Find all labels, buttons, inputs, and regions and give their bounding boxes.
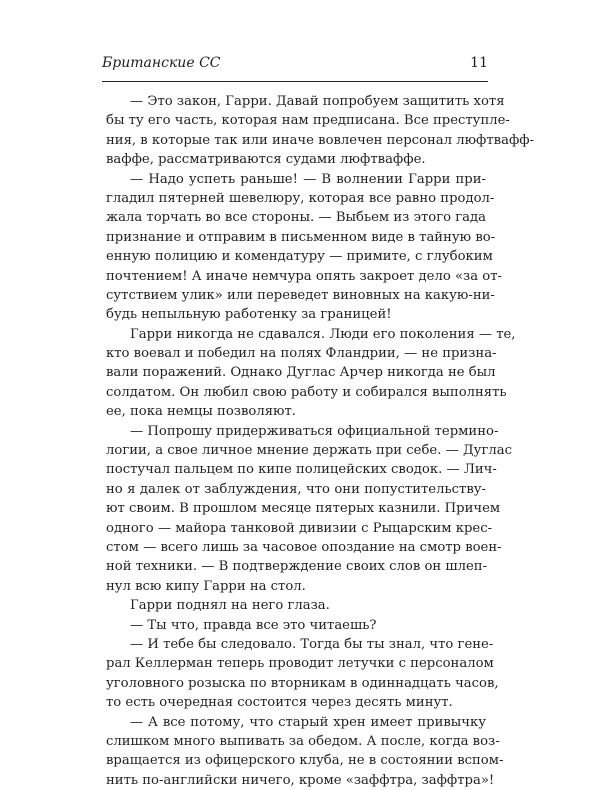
text-line: то есть очередная состоится через десять минут. (106, 695, 453, 711)
text-line: уголовного розыска по вторникам в одиннадцать часов, (106, 675, 499, 691)
text-line: — И тебе бы следовало. Тогда бы ты знал, что гене- (130, 636, 494, 652)
text-line: Гарри поднял на него глаза. (130, 598, 330, 614)
text-line: солдатом. Он любил свою работу и собирался выполнять (106, 384, 507, 400)
body-text (106, 92, 535, 790)
text-line: нить по-английски ничего, кроме «заффтра, заффтра»! (106, 772, 495, 788)
text-line: стом — всего лишь за часовое опоздание на смотр воен- (106, 539, 502, 555)
text-line: — Попрошу придерживаться официальной термино- (130, 423, 499, 439)
text-line: сутствием улик» или переведет виновных на какую-ни- (106, 287, 495, 303)
text-line: кто воевал и победил на полях Фландрии, — не призна- (106, 346, 497, 362)
text-line: ной техники. — В подтверждение своих слов он шлеп- (106, 559, 488, 575)
text-line: ваффе, рассматриваются судами люфтваффе. (106, 152, 426, 168)
text-line: жала торчать во все стороны. — Выбьем из этого гада (106, 210, 486, 226)
text-line: постучал пальцем по кипе полицейских сводок. — Лич- (106, 462, 497, 478)
text-line: ют своим. В прошлом месяце пятерых казнили. Причем (106, 501, 501, 517)
text-line: рал Келлерман теперь проводит летучки с персоналом (106, 656, 494, 672)
text-line: — Это закон, Гарри. Давай попробуем защитить хотя (130, 94, 505, 109)
running-header-title: Британские СС (102, 55, 221, 71)
text-line: ее, пока немцы позволяют. (106, 404, 296, 420)
header-rule (102, 81, 488, 82)
text-line: — Ты что, правда все это читаешь? (130, 617, 377, 633)
text-line: гладил пятерней шевелюру, которая все равно продол- (106, 190, 495, 206)
text-line: логии, а свое личное мнение держать при себе. — Дуглас (106, 443, 512, 459)
text-line: вали поражений. Однако Дуглас Арчер никогда не был (106, 365, 496, 381)
running-header (102, 55, 488, 75)
text-line: ния, в которые так или иначе вовлечен персонал люфтвафф- (106, 132, 535, 148)
text-line: будь непыльную работенку за границей! (106, 307, 392, 323)
text-line: одного — майора танковой дивизии с Рыцарским крес- (106, 520, 493, 536)
page-number: 11 (470, 55, 488, 71)
text-line: енную полицию и комендатуру — примите, с глубоким (106, 249, 493, 265)
text-line: почтением! А иначе немчура опять закроет дело «за от- (106, 268, 502, 284)
text-line: бы ту его часть, которая нам предписана. Все преступле- (106, 113, 510, 129)
text-line: — Надо успеть раньше! — В волнении Гарри при- (130, 171, 486, 187)
text-line: Гарри никогда не сдавался. Люди его поколения — те, (130, 326, 516, 342)
text-line: нул всю кипу Гарри на стол. (106, 578, 306, 594)
text-line: — А все потому, что старый хрен имеет привычку (130, 714, 486, 730)
text-line: признание и отправим в письменном виде в тайную во- (106, 229, 496, 245)
text-line: вращается из офицерского клуба, не в состоянии вспом- (106, 753, 504, 769)
text-line: слишком много выпивать за обедом. А после, когда воз- (106, 733, 500, 749)
text-line: но я далек от заблуждения, что они попустительству- (106, 481, 486, 497)
